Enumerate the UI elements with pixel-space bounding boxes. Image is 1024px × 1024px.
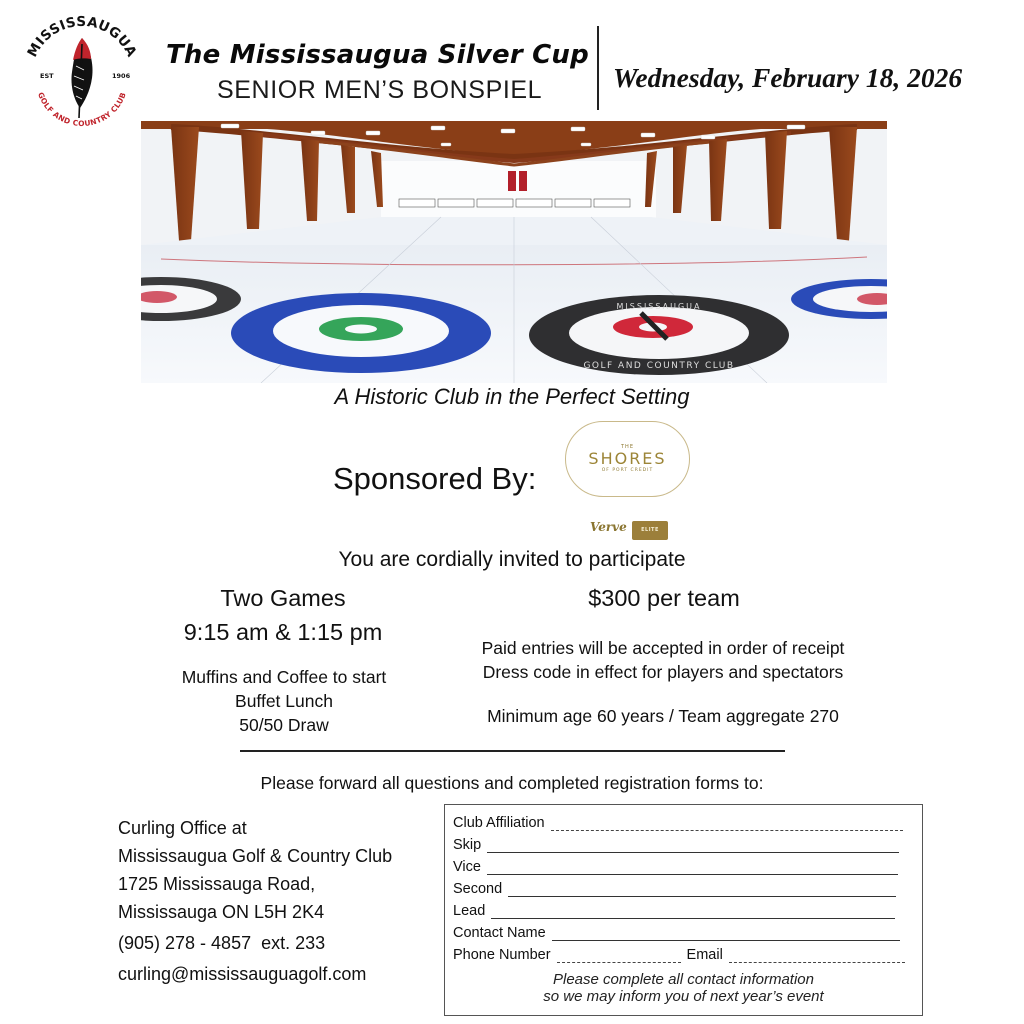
field-skip[interactable] [453, 833, 899, 853]
email-input-line[interactable] [729, 949, 905, 963]
logo-arc-top: MISSISSAUGUA [24, 14, 140, 60]
contact-line: Mississaugua Golf & Country Club [118, 846, 393, 866]
event-title: The Mississaugua Silver Cup [166, 40, 589, 70]
games-title: Two Games [220, 585, 346, 611]
logo-arc-bottom: GOLF AND COUNTRY CLUB [36, 90, 128, 129]
section-divider [240, 750, 785, 752]
invitation-intro: You are cordially invited to participate [338, 548, 686, 571]
sponsor-sub-brand: Verve [590, 520, 627, 534]
field-label: Second [453, 881, 503, 897]
field-lead[interactable] [453, 899, 895, 919]
amenity-item: Buffet Lunch [235, 691, 333, 711]
header-divider [597, 26, 599, 110]
entry-price: $300 per team [588, 585, 740, 611]
field-vice[interactable] [453, 855, 898, 875]
field-label: Contact Name [453, 925, 546, 941]
field-input-line[interactable] [487, 861, 898, 875]
amenities-list [153, 665, 415, 737]
photo-house-text-top: MISSISSAUGUA [616, 302, 702, 311]
field-label: Vice [453, 859, 481, 875]
curling-rink-photo [141, 121, 887, 383]
field-label-email: Email [686, 947, 723, 963]
sponsor-logo-sub: OF PORT CREDIT [601, 468, 654, 473]
field-label: Club Affiliation [453, 815, 545, 831]
club-logo [18, 14, 146, 136]
rule-item: Paid entries will be accepted in order of receipt [481, 638, 845, 658]
field-phone-email-row [453, 943, 905, 963]
logo-est-year: 1906 [112, 72, 131, 80]
contact-line: Mississauga ON L5H 2K4 [118, 902, 325, 922]
sponsor-logo-top: THE [621, 444, 634, 450]
feather-icon [71, 38, 92, 118]
games-times: 9:15 am & 1:15 pm [183, 619, 383, 645]
field-input-line[interactable] [491, 905, 895, 919]
event-subtitle: SENIOR MEN’S BONSPIEL [217, 76, 543, 104]
contact-phone: (905) 278 - 4857 ext. 233 [118, 933, 326, 953]
sponsor-sub-badge: ELITE [632, 521, 668, 540]
sponsor-label: Sponsored By: [333, 461, 537, 496]
amenity-item: 50/50 Draw [239, 715, 329, 735]
phone-input-line[interactable] [557, 949, 681, 963]
form-note-line: so we may inform you of next year’s event [543, 988, 824, 1005]
field-input-line[interactable] [551, 817, 903, 831]
rules-list [433, 636, 893, 684]
photo-house-text-bottom: GOLF AND COUNTRY CLUB [583, 361, 735, 371]
form-note [445, 971, 922, 1005]
field-club-affiliation[interactable] [453, 811, 903, 831]
sponsor-logo-name: SHORES [588, 449, 667, 468]
field-label: Skip [453, 837, 482, 853]
event-date: Wednesday, February 18, 2026 [613, 62, 963, 93]
field-input-line[interactable] [552, 927, 900, 941]
contact-line: 1725 Mississauga Road, [118, 874, 316, 894]
amenity-item: Muffins and Coffee to start [181, 667, 387, 687]
sponsor-logo-shores [565, 421, 690, 497]
field-label-phone: Phone Number [453, 947, 551, 963]
photo-caption: A Historic Club in the Perfect Setting [334, 384, 690, 409]
rule-item: Dress code in effect for players and spectators [482, 662, 844, 682]
registration-form [444, 804, 923, 1016]
contact-email[interactable]: curling@mississauguagolf.com [118, 964, 367, 984]
contact-block [118, 814, 392, 988]
contact-line: Curling Office at [118, 818, 247, 838]
eligibility-rule: Minimum age 60 years / Team aggregate 270 [487, 706, 839, 726]
field-contact-name[interactable] [453, 921, 900, 941]
forward-note: Please forward all questions and completed registration forms to: [260, 773, 764, 793]
field-second[interactable] [453, 877, 896, 897]
logo-est-label: EST [40, 72, 54, 80]
field-input-line[interactable] [508, 883, 896, 897]
form-note-line: Please complete all contact information [553, 971, 814, 988]
field-input-line[interactable] [487, 839, 899, 853]
field-label: Lead [453, 903, 486, 919]
